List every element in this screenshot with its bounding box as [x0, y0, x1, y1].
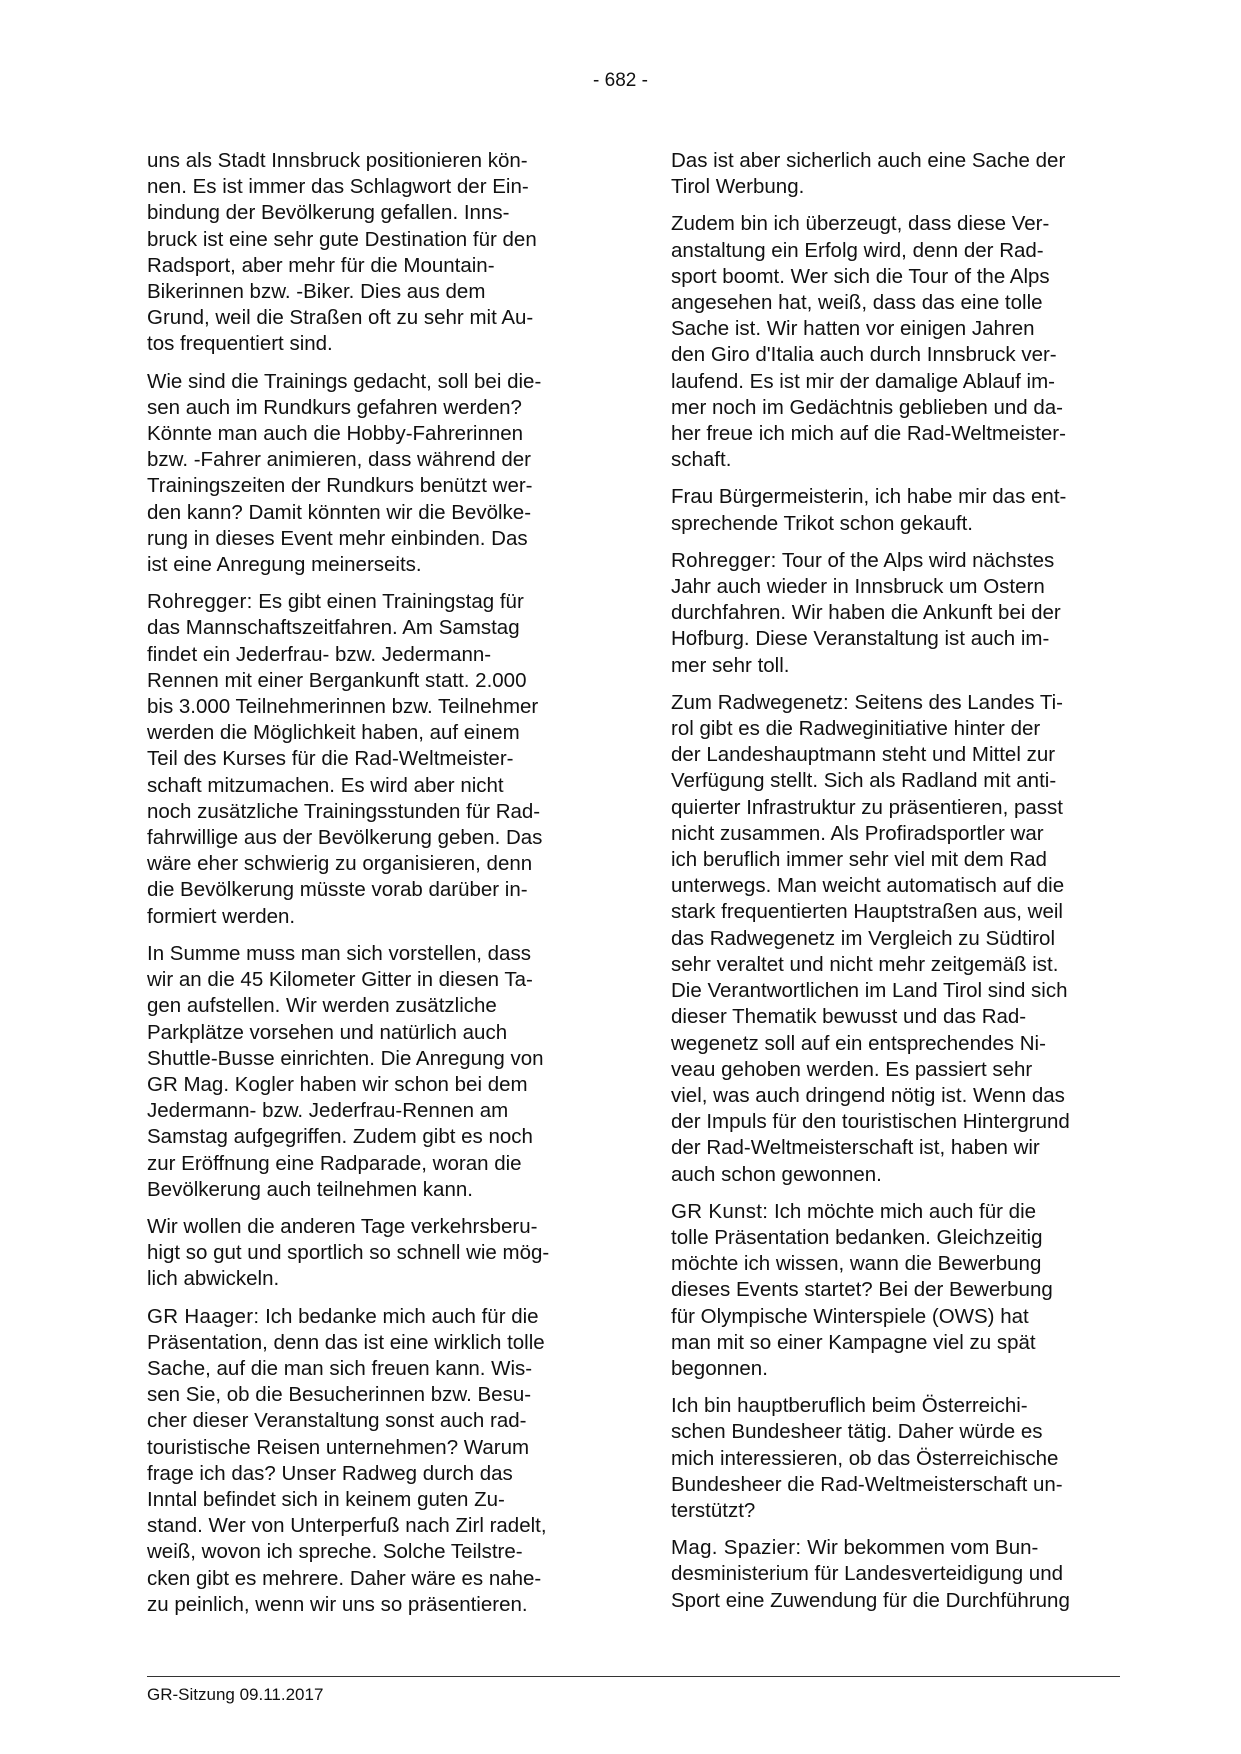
speaker-name: Rohregger:	[147, 590, 253, 614]
speaker-name: Rohregger:	[671, 548, 777, 572]
speaker-name: GR Haager:	[147, 1304, 260, 1328]
footer-divider	[147, 1676, 1120, 1677]
left-column	[147, 148, 587, 1629]
paragraph-text: Es gibt einen Trainingstag für das Mannschaftszeitfahren. Am Samstag findet ein Jederfrau- bzw. Jedermann- Rennen mit einer Bergankunft statt. 2.000 bis 3.000 Teilnehmerinnen bzw. Teilnehmer werden die Möglichkeit haben, auf einem Teil des Kurses für die Rad-Weltmeister- schaft mitzumachen. Es wird aber nicht noch zusätzliche Trainingsstunden für Rad- fahrwillige aus der Bevölkerung geben. Das wäre eher schwierig zu organisieren, denn die Bevölkerung müsste vorab darüber in- formiert werden.	[147, 590, 543, 928]
right-column	[671, 148, 1111, 1625]
paragraph	[671, 484, 1111, 536]
paragraph	[147, 941, 587, 1203]
page-number: - 682 -	[593, 70, 648, 91]
paragraph	[671, 548, 1111, 679]
paragraph-text: In Summe muss man sich vorstellen, dass wir an die 45 Kilometer Gitter in diesen Ta- gen aufstellen. Wir werden zusätzliche Parkplätze vorsehen und natürlich auch Shuttle-Busse einrichten. Die Anregung von GR Mag. Kogler haben wir schon bei dem Jedermann- bzw. Jederfrau-Rennen am Samstag aufgegriffen. Zudem gibt es noch zur Eröffnung eine Radparade, woran die Bevölkerung auch teilnehmen kann.	[147, 941, 544, 1201]
paragraph-text: Ich möchte mich auch für die tolle Präsentation bedanken. Gleichzeitig möchte ich wissen, wann die Bewerbung dieses Events startet? Bei der Bewerbung für Olympische Winterspiele (OWS) hat man mit so einer Kampagne viel zu spät begonnen.	[671, 1199, 1053, 1380]
paragraph	[147, 1304, 587, 1618]
paragraph-text: Zum Radwegenetz: Seitens des Landes Ti- rol gibt es die Radweginitiative hinter der der Landeshauptmann steht und Mittel zur Verfügung stellt. Sich als Radland mit anti- quierter Infrastruktur zu präsentieren, passt nicht zusammen. Als Profiradsportler war ich beruflich immer sehr viel mit dem Rad unterwegs. Man weicht automatisch auf die stark frequentierten Hauptstraßen aus, weil das Radwegenetz im Vergleich zu Südtirol sehr veraltet und nicht mehr zeitgemäß ist. Die Verantwortlichen im Land Tirol sind sich dieser Thematik bewusst und das Rad- wegenetz soll auf ein entsprechendes Ni- veau gehoben werden. Es passiert sehr viel, was auch dringend nötig ist. Wenn das der Impuls für den touristischen Hintergrund der Rad-Weltmeisterschaft ist, haben wir auch schon gewonnen.	[671, 690, 1070, 1186]
paragraph	[671, 148, 1111, 200]
paragraph	[671, 1535, 1111, 1614]
paragraph-text: Das ist aber sicherlich auch eine Sache der Tirol Werbung.	[671, 149, 1066, 199]
paragraph-text: Wie sind die Trainings gedacht, soll bei die- sen auch im Rundkurs gefahren werden? Könnte man auch die Hobby-Fahrerinnen bzw. -Fahrer animieren, dass während der Trainingszeiten der Rundkurs benützt wer- den kann? Damit könnten wir die Bevölke- rung in dieses Event mehr einbinden. Das ist eine Anregung meinerseits.	[147, 369, 542, 577]
paragraph	[671, 690, 1111, 1188]
paragraph	[147, 369, 587, 579]
paragraph	[147, 1214, 587, 1293]
paragraph-text: Frau Bürgermeisterin, ich habe mir das ent- sprechende Trikot schon gekauft.	[671, 485, 1067, 535]
speaker-name: GR Kunst:	[671, 1199, 769, 1223]
paragraph	[147, 148, 587, 358]
paragraph-text: uns als Stadt Innsbruck positionieren kön- nen. Es ist immer das Schlagwort der Ein- bindung der Bevölkerung gefallen. Inns- bruck ist eine sehr gute Destination für den Radsport, aber mehr für die Mountain- Bikerinnen bzw. -Biker. Dies aus dem Grund, weil die Straßen oft zu sehr mit Au- tos frequentiert sind.	[147, 149, 537, 356]
paragraph	[147, 589, 587, 930]
speaker-name: Mag. Spazier:	[671, 1536, 802, 1560]
paragraph	[671, 211, 1111, 473]
paragraph-text: Ich bedanke mich auch für die Präsentation, denn das ist eine wirklich tolle Sache, auf die man sich freuen kann. Wis- sen Sie, ob die Besucherinnen bzw. Besu- cher dieser Veranstaltung sonst auch rad- touristische Reisen unternehmen? Warum frage ich das? Unser Radweg durch das Inntal befindet sich in keinem guten Zu- stand. Wer von Unterperfuß nach Zirl radelt, weiß, wovon ich spreche. Solche Teilstre- cken gibt es mehrere. Daher wäre es nahe- zu peinlich, wenn wir uns so präsentieren.	[147, 1304, 547, 1616]
paragraph-text: Zudem bin ich überzeugt, dass diese Ver- anstaltung ein Erfolg wird, denn der Rad- sport boomt. Wer sich die Tour of the Alps angesehen hat, weiß, dass das eine tolle Sache ist. Wir hatten vor einigen Jahren den Giro d'Italia auch durch Innsbruck ver- laufend. Es ist mir der damalige Ablauf im- mer noch im Gedächtnis geblieben und da- her freue ich mich auf die Rad-Weltmeister- schaft.	[671, 212, 1066, 472]
paragraph-text: Wir bekommen vom Bun- desministerium für Landesverteidigung und Sport eine Zuwendung für die Durchführung	[671, 1536, 1070, 1612]
paragraph	[671, 1199, 1111, 1382]
paragraph-text: Tour of the Alps wird nächstes Jahr auch wieder in Innsbruck um Ostern durchfahren. Wir haben die Ankunft bei der Hofburg. Diese Veranstaltung ist auch im- mer sehr toll.	[671, 548, 1061, 677]
paragraph-text: Ich bin hauptberuflich beim Österreichi- schen Bundesheer tätig. Daher würde es mich interessieren, ob das Österreichische Bundesheer die Rad-Weltmeisterschaft un- terstützt?	[671, 1394, 1063, 1522]
paragraph	[671, 1393, 1111, 1524]
paragraph-text: Wir wollen die anderen Tage verkehrsberu- higt so gut und sportlich so schnell wie mög- lich abwickeln.	[147, 1214, 550, 1291]
footer-session-date: GR-Sitzung 09.11.2017	[147, 1685, 324, 1704]
